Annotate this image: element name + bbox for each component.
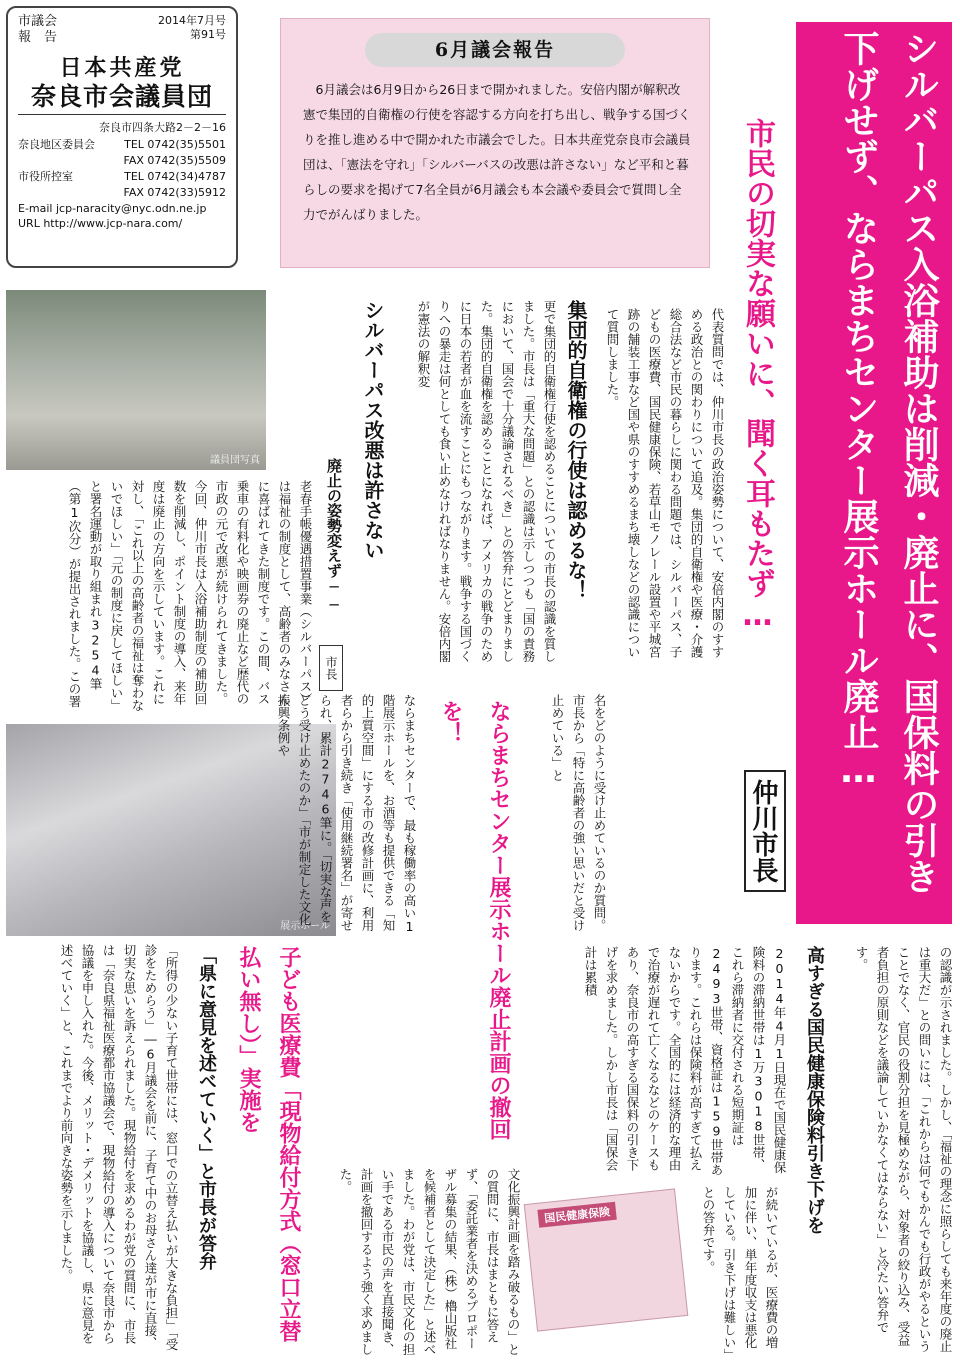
section-naramachi-heading: ならまちセンター展示ホール廃止計画の撤回を！ — [438, 700, 511, 1140]
intro-text: 代表質問では、仲川市長の政治姿勢について、安倍内閣のすすめる政治との関わりについて追及。集団的自衛権や医療・介護総合法など市民の暮らしに関わる問題では、シルバーパス、子どもの医療費、国民健康保険、若草山モノレール設置や平城宮跡の舗装工事など国や県のすすめるまち壊しなどの認識について質問しました。 — [605, 308, 725, 658]
website-link[interactable]: URL http://www.jcp-nara.com/ — [18, 217, 183, 230]
group-name: 奈良市会議員団 — [18, 82, 226, 115]
contact-row: FAX 0742(33)5912 — [123, 186, 226, 199]
section-silver-pass-continued: 名をどのように受け止めているのか質問。市長から「特に高齢者の強い思いだと受け止めている」と — [550, 694, 607, 932]
section-collective-defense-body: 更で集団的自衛権行使を認めることについての市長の認識を質しました。市長は「重大な問題」との認識は示しつつも「国の責務において、国会で十分議論されるべき」との答弁にとどまりました。集団的自衛権を認めることになれば、アメリカの戦争のために日本の若者が血を流すことにもつながります。戦争する国づくりへの暴走は何としても食い止めなければなりません。安倍内閣が憲法の解釈変 — [416, 300, 557, 663]
masthead — [6, 6, 238, 268]
section-naramachi-body: ならまちセンターで、最も稼働率の高い1階展示ホールを、お酒等も提供できる「知的上質空間」にする市の改修計画に、利用者らから引き続き「使用継続署名」が寄せられ、累計2746筆に。「切実な声をどう受け止めたのか」「市が制定した文化振興条例や — [276, 694, 417, 934]
section-silver-pass-body-part1 — [268, 292, 314, 462]
org-name: 日本共産党 — [59, 56, 185, 81]
masthead-label-2: 報 告 — [18, 30, 58, 45]
section-child-medical-subheading: 「県に意見を述べていく」と市長が答弁 — [196, 946, 217, 1270]
contact-row: FAX 0742(35)5509 — [123, 154, 226, 167]
section-health-insurance-body-end: が続いているが、医療費の増加に伴い、単年度収支は悪化している。引き下げは難しい」との答弁です。 — [701, 1186, 779, 1355]
section-child-medical-body: 「所得の少ない子育て世帯には、窓口での立替え払いが大きな負担」「受診をためらう」―6月議会を前に、子育て中のお母さん達が市に直接、切実な思いを訴えられました。現物給付を求めるわが党の質問に、市長は「奈良県福祉医療都市協議会で、現物給付の導入について奈良市から協議を申し入れた。今後、メリット・デメリットを協議し、県に意見を述べていく」と、これまでより前向きな姿勢を示しました。 — [59, 944, 179, 1351]
section-naramachi-body-end: 文化振興計画を踏み破るもの」との質問に、市長はまともに答えず、「委託業者を決めるプロポーザル募集の結果、（株）櫓山版社を候補者として決定した」と述べました。わが党は、市民文化の担い手である市民の声を直接聞き、計画を撤回するよう強く求めました。 — [338, 1168, 521, 1356]
june-report-title: 6月議会報告 — [434, 39, 556, 61]
june-report-title-pill — [365, 33, 625, 67]
email-link[interactable]: E-mail jcp-naracity@nyc.odn.ne.jp — [18, 202, 207, 215]
exhibition-hall-photo: 展示ホール — [6, 724, 336, 936]
section-health-insurance-heading: 高すぎる国民健康保険料引き下げを — [804, 946, 825, 1234]
june-report-body: 6月議会は6月9日から26日まで開かれました。安倍内閣が解釈改憲で集団的自衛権の行使を容認する方向を打ち出し、戦争する国づくりを推し進める中で開かれた市議会でした。日本共産党奈良市会議員団は、「憲法を守れ」「シルバーバスの改悪は許さない」など平和と暮らしの要求を掲げて7名全員が6月議会も本会議や委員会で質問し全力でがんばりました。 — [303, 82, 691, 222]
section-silver-pass-body: 老春手帳優遇措置事業（シルバーパス）は福祉の制度として、高齢者のみなさんに喜ばれてきた制度です。この間、バス乗車の有料化や映画券の廃止など歴代の市政の元で改悪が続けられてきました。今回、仲川市長は入浴補助制度の補助回数を削減し、ポイント制度の導入、来年度は廃止の方向を示しています。これに対し、「これ以上の高齢者の福祉は奪わないでほしい」「元の制度に戻してほしい」と署名運動が取り組まれ3254筆（第1次分）が提出されました。この署 — [67, 480, 313, 712]
main-headline: シルバーパス入浴補助は削減・廃止に、国保料の引き下げせず、ならまちセンター展示ホール廃止… — [838, 30, 939, 894]
section-child-medical-heading: 子ども医療費「現物給付方式（窓口立替払い無し）」実施を — [236, 946, 301, 1342]
issue-number: 第91号 — [190, 28, 226, 41]
insurance-card-image: 国民健康保険 — [524, 1188, 689, 1331]
section-silver-pass-subheading: 廃止の姿勢変えず── — [325, 458, 343, 614]
section-health-insurance-body: 2014年4月1日現在で国民健康保険料の滞納世帯は1万3018世帯、これら滞納者に交付される短期証は2493世帯、資格証は159世帯あります。これらは保険料が高すぎて払えないからです。全国的には経済的な理由で治療が遅れて亡くなるなどのケースもあり、奈良市の高すぎる国保料の引き下げを求めました。しかし市長は「国保会計は累積 — [583, 946, 787, 1176]
section-silver-pass-heading: シルバーパス改悪は許さない — [361, 300, 385, 560]
issue-date: 2014年7月号 — [158, 14, 226, 27]
mayor-tag: 市長 — [319, 645, 343, 691]
masthead-label-1: 市議会 — [18, 14, 58, 29]
silver-pass-continuation: の認識が示されました。しかし、「福祉の理念に照らしても来年度の廃止は重大だ」との問いには、「これからは何でもかんでも行政がやるということでなく、官民の役割分担を見極めながら、対象者の絞り込み、受益者負担の原則などを議論していかなくてはならない」と冷たい答弁です。 — [854, 946, 953, 1353]
june-report-box — [280, 18, 710, 268]
group-photo: 議員団写真 — [6, 290, 266, 470]
contact-row: 奈良地区委員会 TEL 0742(35)5501 — [18, 138, 226, 151]
sub-headline: 市民の切実な願いに、聞く耳もたず… — [740, 118, 775, 633]
mayor-name-box: 仲川市長 — [744, 770, 786, 892]
section-collective-defense-heading: 集団的自衛権の行使は認めるな！ — [564, 300, 588, 600]
contact-row: 市役所控室 TEL 0742(34)4787 — [18, 170, 226, 183]
address: 奈良市四条大路2－2－16 — [99, 121, 226, 134]
